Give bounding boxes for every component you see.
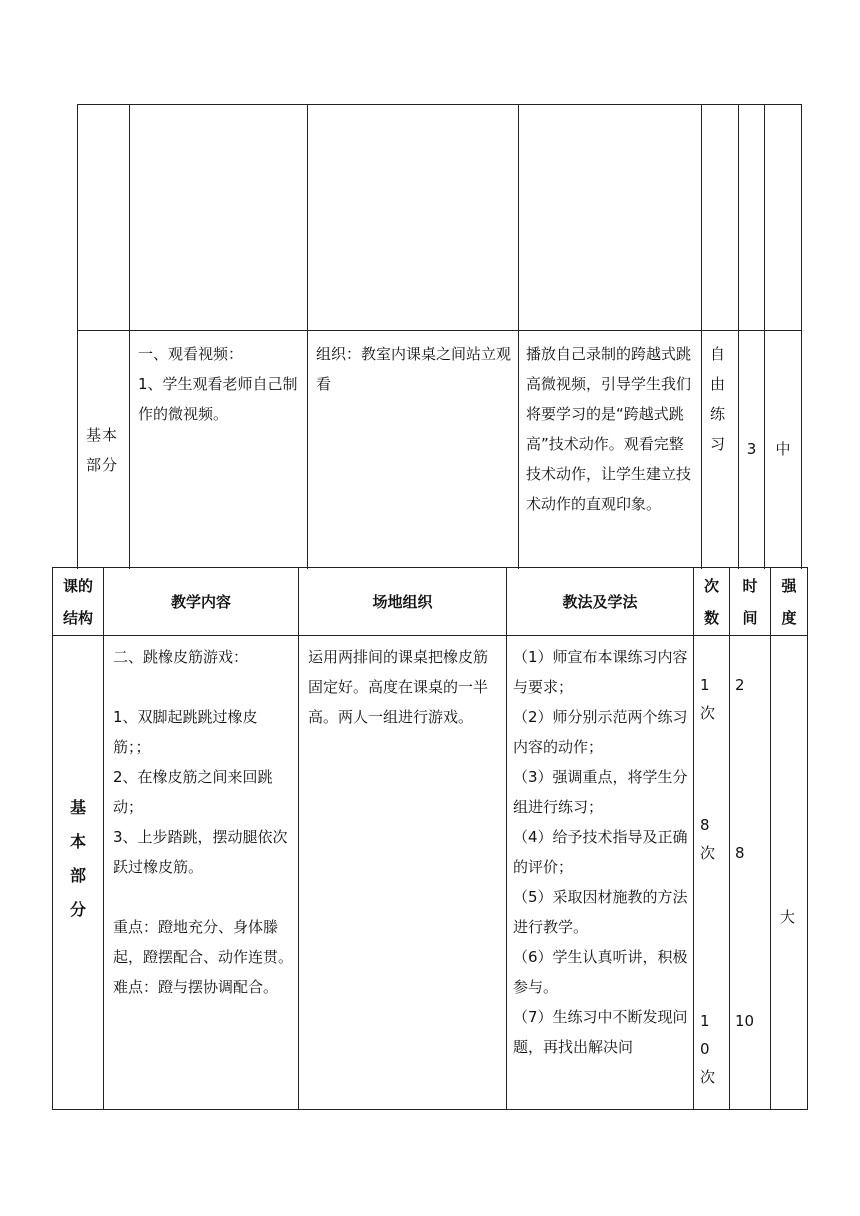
header-line: 间: [742, 608, 758, 627]
count-char: 习: [710, 435, 726, 453]
method-step: （4）给予技术指导及正确的评价；: [513, 828, 688, 876]
method-step: （2）师分别示范两个练习内容的动作；: [513, 708, 688, 756]
empty-cell: [308, 105, 519, 331]
time-value: [735, 699, 770, 727]
time-value: [735, 979, 770, 1007]
header-line: 度: [781, 608, 797, 627]
time-value: [735, 755, 770, 783]
count-char: 0: [700, 1040, 710, 1058]
empty-cell: [739, 105, 765, 331]
method-text: 播放自己录制的跨越式跳高微视频，引导学生我们将要学习的是“跨越式跳高”技术动作。观看完整技术动作，让学生建立技术动作的直观印象。: [526, 345, 692, 513]
time-value: 8: [735, 844, 745, 862]
content-line: 二、跳橡皮筋游戏：: [113, 648, 249, 666]
intensity-value: 中: [775, 440, 791, 458]
content-line: 2、在橡皮筋之间来回跳动；: [113, 768, 273, 816]
intensity-cell: [771, 636, 808, 1110]
time-value: 3: [746, 440, 757, 458]
rubber-band-row: [53, 636, 808, 1110]
method-step: （3）强调重点，将学生分组进行练习；: [513, 768, 688, 816]
method-step: （5）采取因材施教的方法进行教学。: [513, 888, 688, 936]
time-value: 2: [735, 676, 745, 694]
structure-line: 基本: [86, 426, 119, 444]
count-char: [700, 951, 729, 979]
content-line: 难点：蹬与摆协调配合。: [113, 978, 279, 996]
time-value: [735, 727, 770, 755]
content-line: 1、学生观看老师自己制作的微视频。: [138, 375, 298, 423]
method-step: （7）生练习中不断发现问题，再找出解决问: [513, 1008, 688, 1056]
blank-row: [78, 105, 802, 331]
header-line: 强: [781, 576, 797, 595]
organization-cell: [308, 331, 519, 570]
header-line: 结构: [62, 608, 93, 627]
intensity-cell: [765, 331, 802, 570]
count-cell: [694, 636, 730, 1110]
content-line: 3、上步踏跳，摆动腿依次跃过橡皮筋。: [113, 828, 288, 876]
empty-cell: [765, 105, 802, 331]
intensity-value: 大: [780, 908, 796, 926]
organization-text: 组织：教室内课桌之间站立观看: [316, 345, 512, 393]
time-cell: [730, 636, 771, 1110]
count-char: 练: [710, 405, 726, 423]
count-char: [700, 923, 729, 951]
structure-char: 基: [69, 798, 86, 817]
count-char: 1: [700, 676, 710, 694]
lesson-table-bottom: [52, 567, 808, 1110]
count-char: 由: [710, 375, 726, 393]
structure-char: 本: [69, 832, 86, 851]
organization-cell: [299, 636, 507, 1110]
structure-cell: [53, 636, 104, 1110]
header-time: [730, 568, 771, 636]
time-value: [735, 923, 770, 951]
method-cell: [519, 331, 702, 570]
header-intensity: [771, 568, 808, 636]
count-char: [700, 895, 729, 923]
structure-line: 部分: [86, 456, 119, 474]
header-line: 课的: [62, 576, 93, 595]
time-cell: [739, 331, 765, 570]
count-char: 自: [710, 345, 726, 363]
count-char: [700, 979, 729, 1007]
empty-cell: [78, 105, 130, 331]
count-cell: [702, 331, 739, 570]
method-step: （1）师宣布本课练习内容与要求；: [513, 648, 688, 696]
time-value: [735, 895, 770, 923]
empty-cell: [702, 105, 739, 331]
content-spacer: [113, 882, 294, 912]
header-structure: [53, 568, 104, 636]
empty-cell: [130, 105, 308, 331]
structure-char: 部: [69, 866, 86, 885]
structure-char: 分: [69, 900, 86, 919]
count-char: 8: [700, 816, 710, 834]
content-line: 重点：蹬地充分、身体滕起，蹬摆配合、动作连贯。: [113, 918, 294, 966]
count-char: [700, 783, 729, 811]
time-value: [735, 867, 770, 895]
organization-text: 运用两排间的课桌把橡皮筋固定好。高度在课桌的一半高。两人一组进行游戏。: [308, 648, 489, 726]
header-line: 时: [742, 576, 758, 595]
time-value: [735, 783, 770, 811]
count-char: 1: [700, 1012, 710, 1030]
content-spacer: [113, 672, 294, 702]
header-line: 数: [703, 608, 719, 627]
content-cell: [104, 636, 299, 1110]
count-char: 次: [700, 704, 716, 722]
header-method: 教法及学法: [507, 568, 694, 636]
header-count: [694, 568, 730, 636]
time-value: [735, 951, 770, 979]
count-char: 次: [700, 1068, 716, 1086]
video-row: [78, 331, 802, 570]
method-step: （6）学生认真听讲，积极参与。: [513, 948, 688, 996]
count-char: [700, 727, 729, 755]
header-line: 次: [703, 576, 719, 595]
content-line: 1、双脚起跳跳过橡皮筋；；: [113, 708, 258, 756]
count-char: [700, 867, 729, 895]
lesson-table-top: [77, 104, 802, 569]
method-cell: [507, 636, 694, 1110]
content-cell: [130, 331, 308, 570]
count-char: [700, 755, 729, 783]
empty-cell: [519, 105, 702, 331]
time-value: 10: [735, 1012, 755, 1030]
time-value: [735, 811, 770, 839]
header-content: 教学内容: [104, 568, 299, 636]
count-char: 次: [700, 844, 716, 862]
header-row: [53, 568, 808, 636]
content-line: 一、观看视频：: [138, 345, 244, 363]
header-organization: 场地组织: [299, 568, 507, 636]
structure-cell: [78, 331, 130, 570]
